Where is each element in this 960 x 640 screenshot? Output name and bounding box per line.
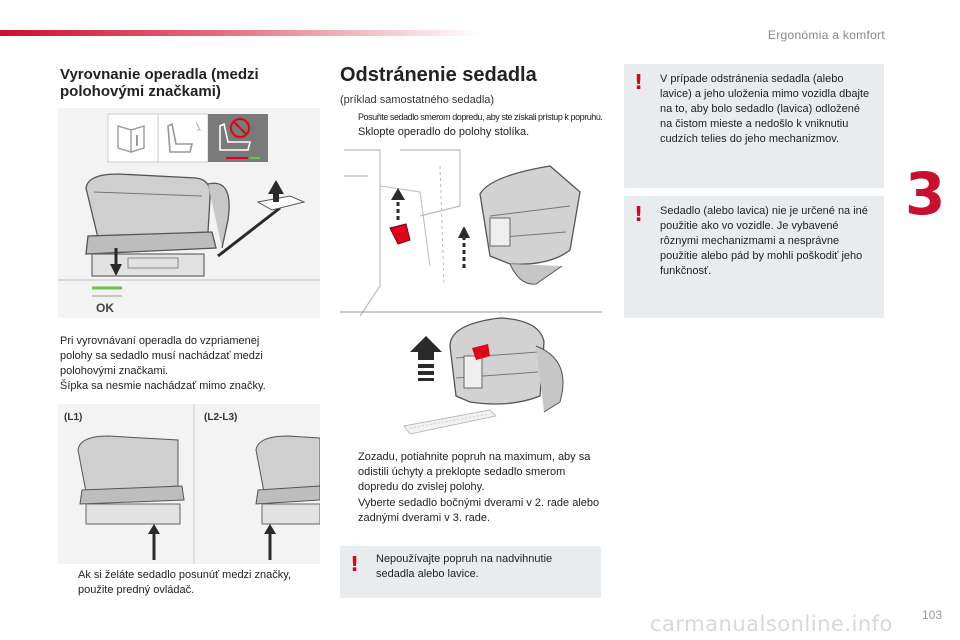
variant-label-l2l3: (L2-L3) — [204, 412, 238, 423]
backrest-section-title: Vyrovnanie operadla (medzi polohovými značkami) — [60, 66, 259, 100]
paragraph-line: Šípka sa nesmie nachádzať mimo značky. — [60, 380, 266, 392]
bullet-text: Vyberte sedadlo bočnými dverami v 2. rade alebo zadnými dverami v 3. rade. — [358, 497, 600, 524]
seat-removal-illustration — [340, 146, 602, 444]
ok-label: OK — [96, 301, 114, 315]
variant-illustration — [58, 404, 320, 564]
paragraph-line: polohovými značkami. — [60, 365, 169, 377]
bullet-fold-backrest — [340, 125, 610, 140]
warning-box-strap — [340, 546, 601, 598]
watermark: carmanualsonline.info — [650, 612, 893, 636]
no-seat-icon — [208, 114, 268, 162]
section-title: Ergonómia a komfort — [767, 28, 885, 42]
bullet-text: Zozadu, potiahnite popruh na maximum, aby sa odistili úchyty a preklopte sedadlo smerom dopredu do zvislej polohy. — [358, 451, 591, 493]
warning-icon: ! — [634, 202, 644, 226]
variant-label-l1: (L1) — [64, 412, 83, 423]
removal-section-title: Odstránenie sedadla — [340, 64, 537, 86]
bullet-front-control — [60, 568, 320, 598]
warning-box-storage — [624, 64, 884, 188]
chapter-number: 3 — [905, 160, 946, 228]
bullet-text: Ak si želáte sedadlo posunúť medzi značky, použite predný ovládač. — [78, 569, 292, 596]
removal-subtitle: (príklad samostatného sedadla) — [340, 94, 495, 106]
backrest-alignment-illustration — [58, 108, 320, 318]
warning-icon: ! — [634, 70, 644, 94]
paragraph-line: polohy sa sedadlo musí nachádzať medzi — [60, 350, 263, 362]
header-accent-bar — [0, 30, 480, 36]
bullet-text: Posuňte sedadlo smerom dopredu, aby ste získali prístup k popruhu. — [358, 112, 603, 122]
warning-box-usage — [624, 196, 884, 318]
page-number: 103 — [921, 608, 942, 622]
warning-text: Sedadlo (alebo lavica) nie je určené na iné použitie ako vo vozidle. Je vybavené rôznymi mechanizmami a nesprávne použitie alebo pád by mohli poškodiť jeho funkčnosť. — [660, 205, 868, 277]
warning-icon: ! — [350, 552, 360, 576]
warning-text: V prípade odstránenia sedadla (alebo lavice) a jeho uloženia mimo vozidla dbajte na to, aby bolo sedadlo (lavica) odložené na čistom mieste a nedošlo k vniknutiu cudzích telies do jeho mechanizmov. — [660, 73, 870, 145]
warning-text: Nepoužívajte popruh na nadvihnutie sedadla alebo lavice. — [376, 553, 553, 580]
bullet-remove-seat — [340, 496, 610, 526]
manual-book-icon — [108, 114, 158, 162]
paragraph-line: Pri vyrovnávaní operadla do vzpriamenej — [60, 335, 260, 347]
bullet-text: Sklopte operadlo do polohy stolíka. — [358, 126, 530, 138]
bullet-pull-strap — [340, 450, 610, 495]
seat-adjust-icon — [158, 114, 208, 162]
backrest-paragraph — [60, 334, 315, 394]
bullet-slide-forward — [340, 110, 610, 125]
